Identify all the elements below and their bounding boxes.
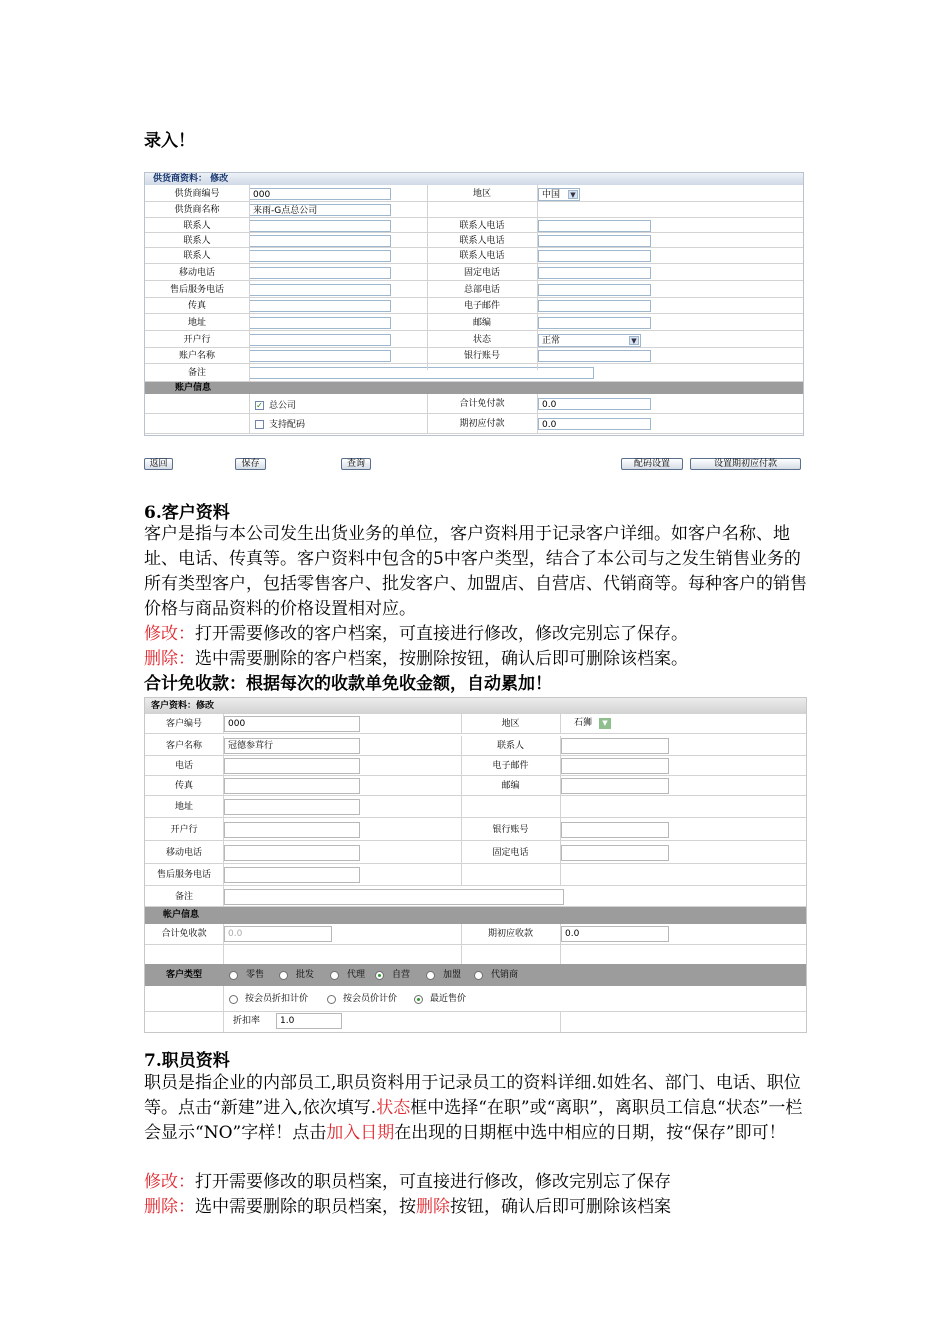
barcode-settings-button[interactable]: 配码设置 <box>621 458 683 470</box>
customer-field-input[interactable] <box>561 845 669 861</box>
headoffice-label: 总公司 <box>269 401 297 411</box>
initial-payable-input[interactable]: 0.0 <box>538 418 651 430</box>
row-divider <box>145 297 803 298</box>
row-divider <box>145 232 803 233</box>
supplier-field-input[interactable] <box>538 350 651 362</box>
col-divider <box>461 864 462 886</box>
initial-payment-settings-button[interactable]: 设置期初应付款 <box>690 458 801 470</box>
row-divider <box>145 347 803 348</box>
customer-field-input[interactable] <box>561 758 669 774</box>
row-divider <box>145 817 806 818</box>
price-mode-radio[interactable] <box>414 995 423 1004</box>
customer-field-label: 邮编 <box>501 781 520 791</box>
customer-field-label: 联系人 <box>496 741 524 751</box>
region-select[interactable] <box>571 716 613 732</box>
back-button[interactable]: 返回 <box>144 458 173 470</box>
s7-modify-label: 修改： <box>144 1172 195 1192</box>
discount-label: 折扣率 <box>233 1016 261 1026</box>
supplier-field-label: 售后服务电话 <box>169 285 224 295</box>
account-info-bar: 账户信息 <box>145 382 803 394</box>
supplier-field-label: 联系人电话 <box>459 251 505 261</box>
supplier-field-label: 电子邮件 <box>463 301 500 311</box>
delete-label: 删除： <box>144 649 195 669</box>
customer-field-input[interactable] <box>224 822 360 838</box>
col-divider <box>560 864 561 886</box>
supplier-field-input[interactable] <box>249 300 391 312</box>
supplier-field-input[interactable] <box>249 235 391 247</box>
status-select[interactable] <box>538 334 641 347</box>
customer-field-input[interactable] <box>561 738 669 754</box>
customer-field-input[interactable] <box>224 758 360 774</box>
customer-account-bar: 帐户信息 <box>145 907 806 924</box>
chevron-down-icon: ▼ <box>599 718 611 729</box>
supplier-field-label: 传真 <box>187 301 206 311</box>
section7-status-word: 状态 <box>376 1098 411 1118</box>
customer-type-radio[interactable] <box>330 971 339 980</box>
supplier-field-input[interactable] <box>249 317 391 329</box>
customer-type-option: 代理 <box>347 970 366 980</box>
customer-field-label: 电子邮件 <box>492 761 529 771</box>
section6-heading: 6.客户资料 <box>144 503 230 523</box>
customer-type-option: 代销商 <box>491 970 519 980</box>
section6-delete <box>144 647 809 672</box>
supplier-field-label: 移动电话 <box>178 268 215 278</box>
row-divider <box>145 330 803 331</box>
customer-field-label: 客户编号 <box>165 719 202 729</box>
total-free-label: 合计免付款 <box>459 399 505 409</box>
row-divider <box>145 217 803 218</box>
s7-delete-text-b: 按钮，确认后即可删除该档案 <box>450 1197 671 1217</box>
price-mode-radio[interactable] <box>327 995 336 1004</box>
price-mode-option: 按会员价计价 <box>343 994 398 1004</box>
supplier-field-label: 联系人 <box>183 221 211 231</box>
supplier-field-input[interactable] <box>538 317 651 329</box>
row-divider <box>145 280 803 281</box>
select-value: 正常 <box>542 336 561 346</box>
col-divider <box>560 714 561 734</box>
barcode-label: 支持配码 <box>269 420 306 430</box>
row-divider <box>145 885 806 886</box>
supplier-field-input[interactable] <box>249 350 391 362</box>
supplier-field-label: 联系人电话 <box>459 221 505 231</box>
customer-field-input[interactable] <box>224 867 360 883</box>
customer-field-label: 地区 <box>501 719 520 729</box>
section6-bold-note: 合计免收款：根据每次的收款单免收金额，自动累加！ <box>144 674 552 694</box>
customer-type-radio[interactable] <box>375 971 384 980</box>
supplier-field-label: 银行账号 <box>463 351 500 361</box>
row-divider <box>145 755 806 756</box>
supplier-field-input[interactable] <box>538 300 651 312</box>
supplier-field-input[interactable] <box>538 267 651 279</box>
s7-modify-text: 打开需要修改的职员档案，可直接进行修改，修改完别忘了保存 <box>195 1172 671 1192</box>
section7-delete <box>144 1195 809 1220</box>
price-mode-option: 最近售价 <box>430 994 467 1004</box>
section7-heading: 7.职员资料 <box>144 1051 230 1071</box>
customer-field-label: 备注 <box>174 892 193 902</box>
supplier-field-label: 状态 <box>472 335 491 345</box>
col-divider <box>461 796 462 818</box>
customer-field-input[interactable] <box>224 889 564 905</box>
supplier-field-label: 供货商名称 <box>174 205 220 215</box>
row-divider <box>145 247 803 248</box>
supplier-field-input[interactable] <box>538 220 651 232</box>
customer-field-input[interactable] <box>561 778 669 794</box>
supplier-field-label: 备注 <box>187 368 206 378</box>
customer-field-input[interactable]: 冠德参茸行 <box>224 738 360 754</box>
customer-type-radio[interactable] <box>474 971 483 980</box>
supplier-field-input[interactable] <box>249 250 391 262</box>
query-button[interactable]: 查询 <box>341 458 371 470</box>
section7-text-b: 框中选择“在职”或“离职”，离职员工信息“状态”一栏会显示“NO”字样！点击 <box>144 1098 803 1143</box>
customer-form <box>144 697 807 1033</box>
supplier-field-input[interactable] <box>249 267 391 279</box>
headoffice-checkbox[interactable]: ✓ <box>256 401 263 410</box>
customer-type-label: 客户类型 <box>165 970 202 980</box>
supplier-form-title: 供货商资料： 修改 <box>145 173 803 185</box>
section7-join-date-word: 加入日期 <box>326 1123 395 1143</box>
supplier-form <box>144 172 804 436</box>
section7-modify <box>144 1170 809 1195</box>
s7-delete-text-a: 选中需要删除的职员档案，按 <box>195 1197 416 1217</box>
customer-field-label: 固定电话 <box>492 848 529 858</box>
row-divider <box>145 363 803 364</box>
customer-field-label: 传真 <box>174 781 193 791</box>
supplier-field-label: 总部电话 <box>463 285 500 295</box>
modify-label: 修改： <box>144 624 195 644</box>
supplier-field-label: 联系人电话 <box>459 236 505 246</box>
supplier-field-label: 开户行 <box>183 335 211 345</box>
customer-field-label: 开户行 <box>170 825 198 835</box>
section6-paragraph: 客户是指与本公司发生出货业务的单位，客户资料用于记录客户详细。如客户名称、地址、电话、传真等。客户资料中包含的5中客户类型，结合了本公司与之发生销售业务的所有类型客户，包括零售客户、批发客户、加盟店、自营店、代销商等。每种客户的销售价格与商品资料的价格设置相对应。 <box>144 524 807 619</box>
supplier-field-label: 地区 <box>472 189 491 199</box>
section7-text-a: 职员是指企业的内部员工,职员资料用于记录员工的资料详细.如姓名、部门、电话、职位等。点击“新建”进入,依次填写. <box>144 1073 801 1118</box>
region-select[interactable] <box>538 188 580 201</box>
delete-text: 选中需要删除的客户档案，按删除按钮，确认后即可删除该档案。 <box>195 649 688 669</box>
s7-delete-label: 删除： <box>144 1197 195 1217</box>
row-divider <box>145 795 806 796</box>
price-mode-option: 按会员折扣计价 <box>245 994 309 1004</box>
total-free-input[interactable]: 0.0 <box>538 398 651 410</box>
s7-delete-word: 删除 <box>416 1197 450 1217</box>
section7-text-c: 在出现的日期框中选中相应的日期，按“保存”即可！ <box>394 1123 786 1143</box>
row-divider <box>145 313 803 314</box>
save-button[interactable]: 保存 <box>235 458 266 470</box>
initial-payable-label: 期初应付款 <box>459 419 505 429</box>
supplier-field-label: 联系人 <box>183 251 211 261</box>
customer-field-input[interactable] <box>224 845 360 861</box>
row-divider <box>145 733 806 734</box>
initial-receivable-label: 期初应收款 <box>487 929 533 939</box>
price-mode-radio[interactable] <box>229 995 238 1004</box>
customer-field-input[interactable] <box>224 778 360 794</box>
supplier-field-input[interactable] <box>249 334 391 346</box>
customer-field-label: 售后服务电话 <box>156 870 211 880</box>
row-divider <box>145 201 803 202</box>
initial-receivable-input[interactable]: 0.0 <box>561 926 669 942</box>
row-divider <box>145 863 806 864</box>
customer-type-radio[interactable] <box>426 971 435 980</box>
supplier-field-label: 供货商编号 <box>174 189 220 199</box>
customer-type-option: 自营 <box>392 970 411 980</box>
supplier-field-input[interactable] <box>249 367 594 379</box>
supplier-field-input[interactable] <box>538 250 651 262</box>
row-divider <box>145 263 803 264</box>
cust-total-free-input[interactable]: 0.0 <box>224 926 332 942</box>
row-divider <box>145 775 806 776</box>
select-value: 中国 <box>542 190 561 200</box>
supplier-field-label: 账户名称 <box>178 351 215 361</box>
customer-field-input[interactable] <box>561 822 669 838</box>
supplier-field-label: 邮编 <box>472 318 491 328</box>
customer-field-label: 银行账号 <box>492 825 529 835</box>
supplier-field-label: 固定电话 <box>463 268 500 278</box>
section7-paragraph <box>144 1071 809 1146</box>
chevron-down-icon: ▼ <box>629 336 639 345</box>
supplier-field-input[interactable] <box>249 220 391 232</box>
row-divider <box>145 840 806 841</box>
supplier-field-input[interactable]: 000 <box>249 188 391 200</box>
customer-type-option: 加盟 <box>443 970 462 980</box>
barcode-checkbox[interactable] <box>255 420 264 429</box>
customer-field-input[interactable] <box>224 799 360 815</box>
chevron-down-icon: ▼ <box>568 190 578 199</box>
customer-field-input[interactable]: 000 <box>224 716 360 732</box>
discount-input[interactable]: 1.0 <box>276 1013 342 1029</box>
supplier-field-input[interactable]: 来雨-G点总公司 <box>249 204 391 216</box>
customer-type-radio[interactable] <box>229 971 238 980</box>
supplier-field-label: 地址 <box>187 318 206 328</box>
supplier-field-input[interactable] <box>538 284 651 296</box>
col-divider <box>560 796 561 818</box>
select-value: 石狮 <box>574 718 593 728</box>
section6-modify <box>144 622 809 647</box>
supplier-field-input[interactable] <box>538 235 651 247</box>
customer-field-label: 移动电话 <box>165 848 202 858</box>
customer-type-option: 批发 <box>296 970 315 980</box>
customer-field-label: 地址 <box>174 802 193 812</box>
customer-field-label: 客户名称 <box>165 741 202 751</box>
cust-total-free-label: 合计免收款 <box>161 929 207 939</box>
customer-type-radio[interactable] <box>279 971 288 980</box>
supplier-field-label: 联系人 <box>183 236 211 246</box>
modify-text: 打开需要修改的客户档案，可直接进行修改，修改完别忘了保存。 <box>195 624 688 644</box>
intro-heading: 录入！ <box>144 131 195 151</box>
supplier-field-input[interactable] <box>249 284 391 296</box>
customer-type-option: 零售 <box>246 970 265 980</box>
customer-form-title: 客户资料：修改 <box>145 698 806 714</box>
customer-field-label: 电话 <box>174 761 193 771</box>
